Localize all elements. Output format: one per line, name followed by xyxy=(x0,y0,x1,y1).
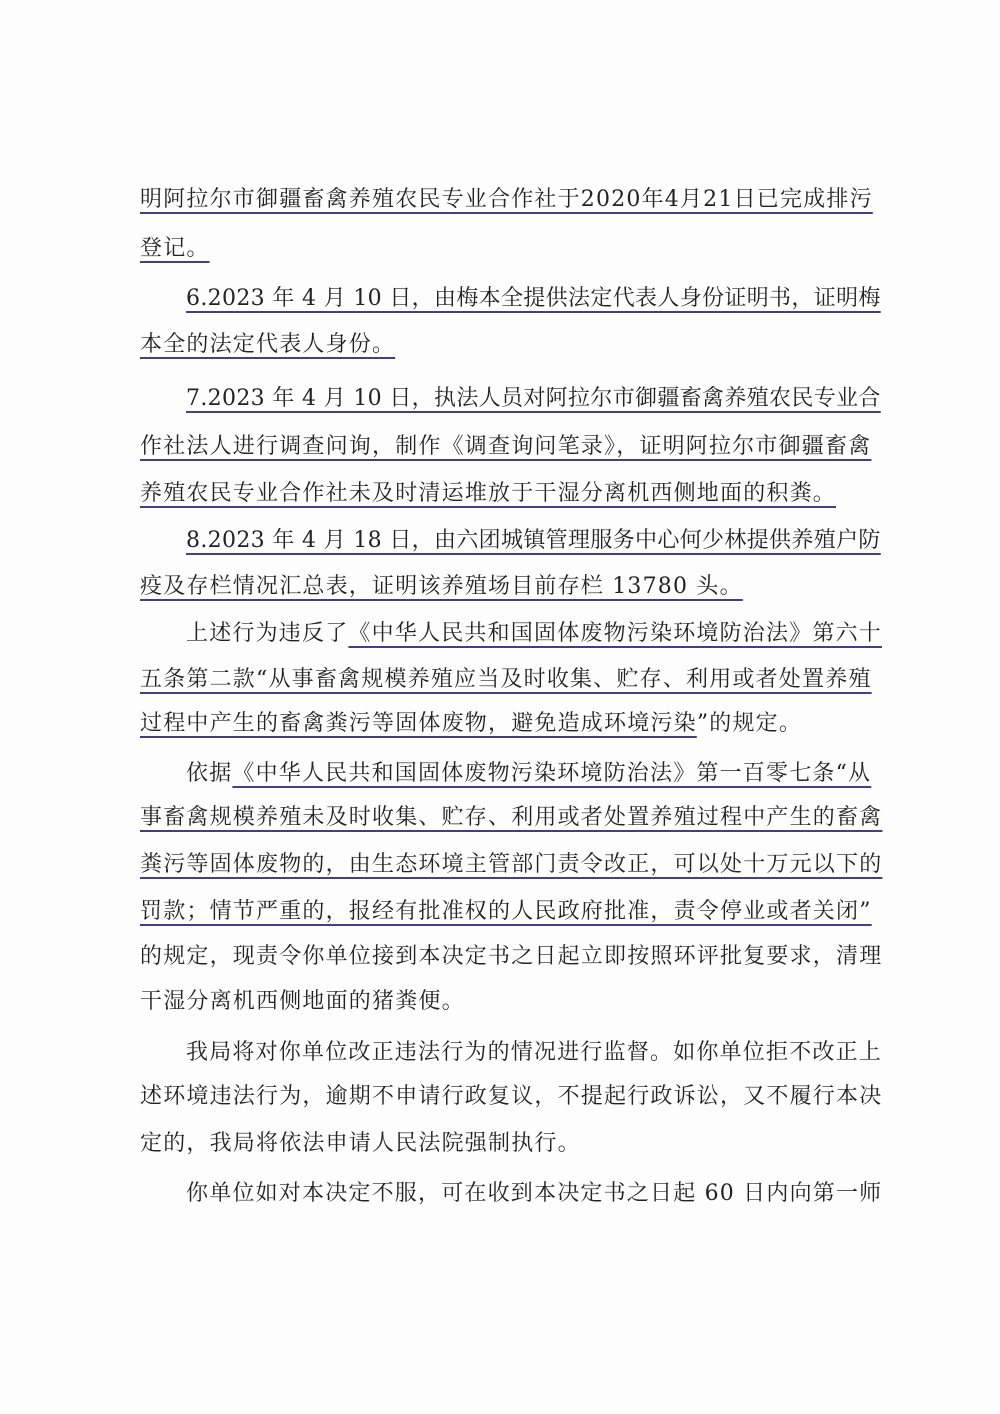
underlined-text: 本全的法定代表人身份。 xyxy=(140,332,396,357)
text-line xyxy=(140,660,885,700)
text-line xyxy=(140,427,885,467)
text-line xyxy=(140,325,885,365)
text-line xyxy=(140,798,885,838)
text-line xyxy=(140,704,885,744)
text-line xyxy=(140,892,885,932)
text-line xyxy=(186,614,885,654)
underlined-text: 粪污等固体废物的，由生态环境主管部门责令改正，可以处十万元以下的 xyxy=(140,852,883,877)
underlined-text: 6.2023 年 4 月 10 日，由梅本全提供法定代表人身份证明书，证明梅 xyxy=(186,286,881,311)
text-line xyxy=(186,521,885,561)
text-line xyxy=(140,567,885,607)
text-line xyxy=(140,982,885,1022)
text-line xyxy=(186,754,885,794)
plain-text: 干湿分离机西侧地面的猪粪便。 xyxy=(140,989,465,1014)
plain-text: 述环境违法行为，逾期不申请行政复议，不提起行政诉讼，又不履行本决 xyxy=(140,1084,883,1109)
text-line xyxy=(140,229,885,269)
plain-text: 上述行为违反了 xyxy=(186,621,349,646)
underlined-text: 疫及存栏情况汇总表，证明该养殖场目前存栏 13780 头。 xyxy=(140,574,743,599)
text-line xyxy=(140,937,885,977)
text-line xyxy=(186,1033,885,1073)
text-line xyxy=(186,1174,885,1214)
underlined-text: 登记。 xyxy=(140,236,210,261)
plain-text: 我局将对你单位改正违法行为的情况进行监督。如你单位拒不改正上 xyxy=(186,1040,883,1065)
underlined-text: 过程中产生的畜禽粪污等固体废物，避免造成环境污染 xyxy=(140,711,697,736)
text-line xyxy=(140,180,885,220)
text-line xyxy=(186,379,885,419)
underlined-text: 罚款；情节严重的，报经有批准权的人民政府批准，责令停业或者关闭” xyxy=(140,899,872,924)
underlined-text: 事畜禽规模养殖未及时收集、贮存、利用或者处置养殖过程中产生的畜禽 xyxy=(140,805,883,830)
underlined-text: 8.2023 年 4 月 18 日，由六团城镇管理服务中心何少林提供养殖户防 xyxy=(186,528,881,553)
underlined-text: 《中华人民共和国固体废物污染环境防治法》第六十 xyxy=(348,621,883,646)
underlined-text: 养殖农民专业合作社未及时清运堆放于干湿分离机西侧地面的积粪。 xyxy=(140,481,837,506)
text-line xyxy=(186,279,885,319)
underlined-text: 7.2023 年 4 月 10 日，执法人员对阿拉尔市御疆畜禽养殖农民专业合 xyxy=(186,386,881,411)
underlined-text: 《中华人民共和国固体废物污染环境防治法》第一百零七条“从 xyxy=(232,761,872,786)
plain-text: 你单位如对本决定不服，可在收到本决定书之日起 60 日内向第一师 xyxy=(186,1181,883,1206)
underlined-text: 作社法人进行调查问询，制作《调查询问笔录》，证明阿拉尔市御疆畜禽 xyxy=(140,434,872,459)
text-line xyxy=(140,474,885,514)
text-line xyxy=(140,845,885,885)
underlined-text: 五条第二款“从事畜禽规模养殖应当及时收集、贮存、利用或者处置养殖 xyxy=(140,667,872,692)
plain-text: 依据 xyxy=(186,761,233,786)
text-line xyxy=(140,1077,885,1117)
plain-text: 的规定，现责令你单位接到本决定书之日起立即按照环评批复要求，清理 xyxy=(140,944,883,969)
text-line xyxy=(140,1124,885,1164)
underlined-text: 明阿拉尔市御疆畜禽养殖农民专业合作社于2020年4月21日已完成排污 xyxy=(140,187,873,212)
plain-text: 定的，我局将依法申请人民法院强制执行。 xyxy=(140,1131,581,1156)
plain-text: ”的规定。 xyxy=(696,711,803,736)
